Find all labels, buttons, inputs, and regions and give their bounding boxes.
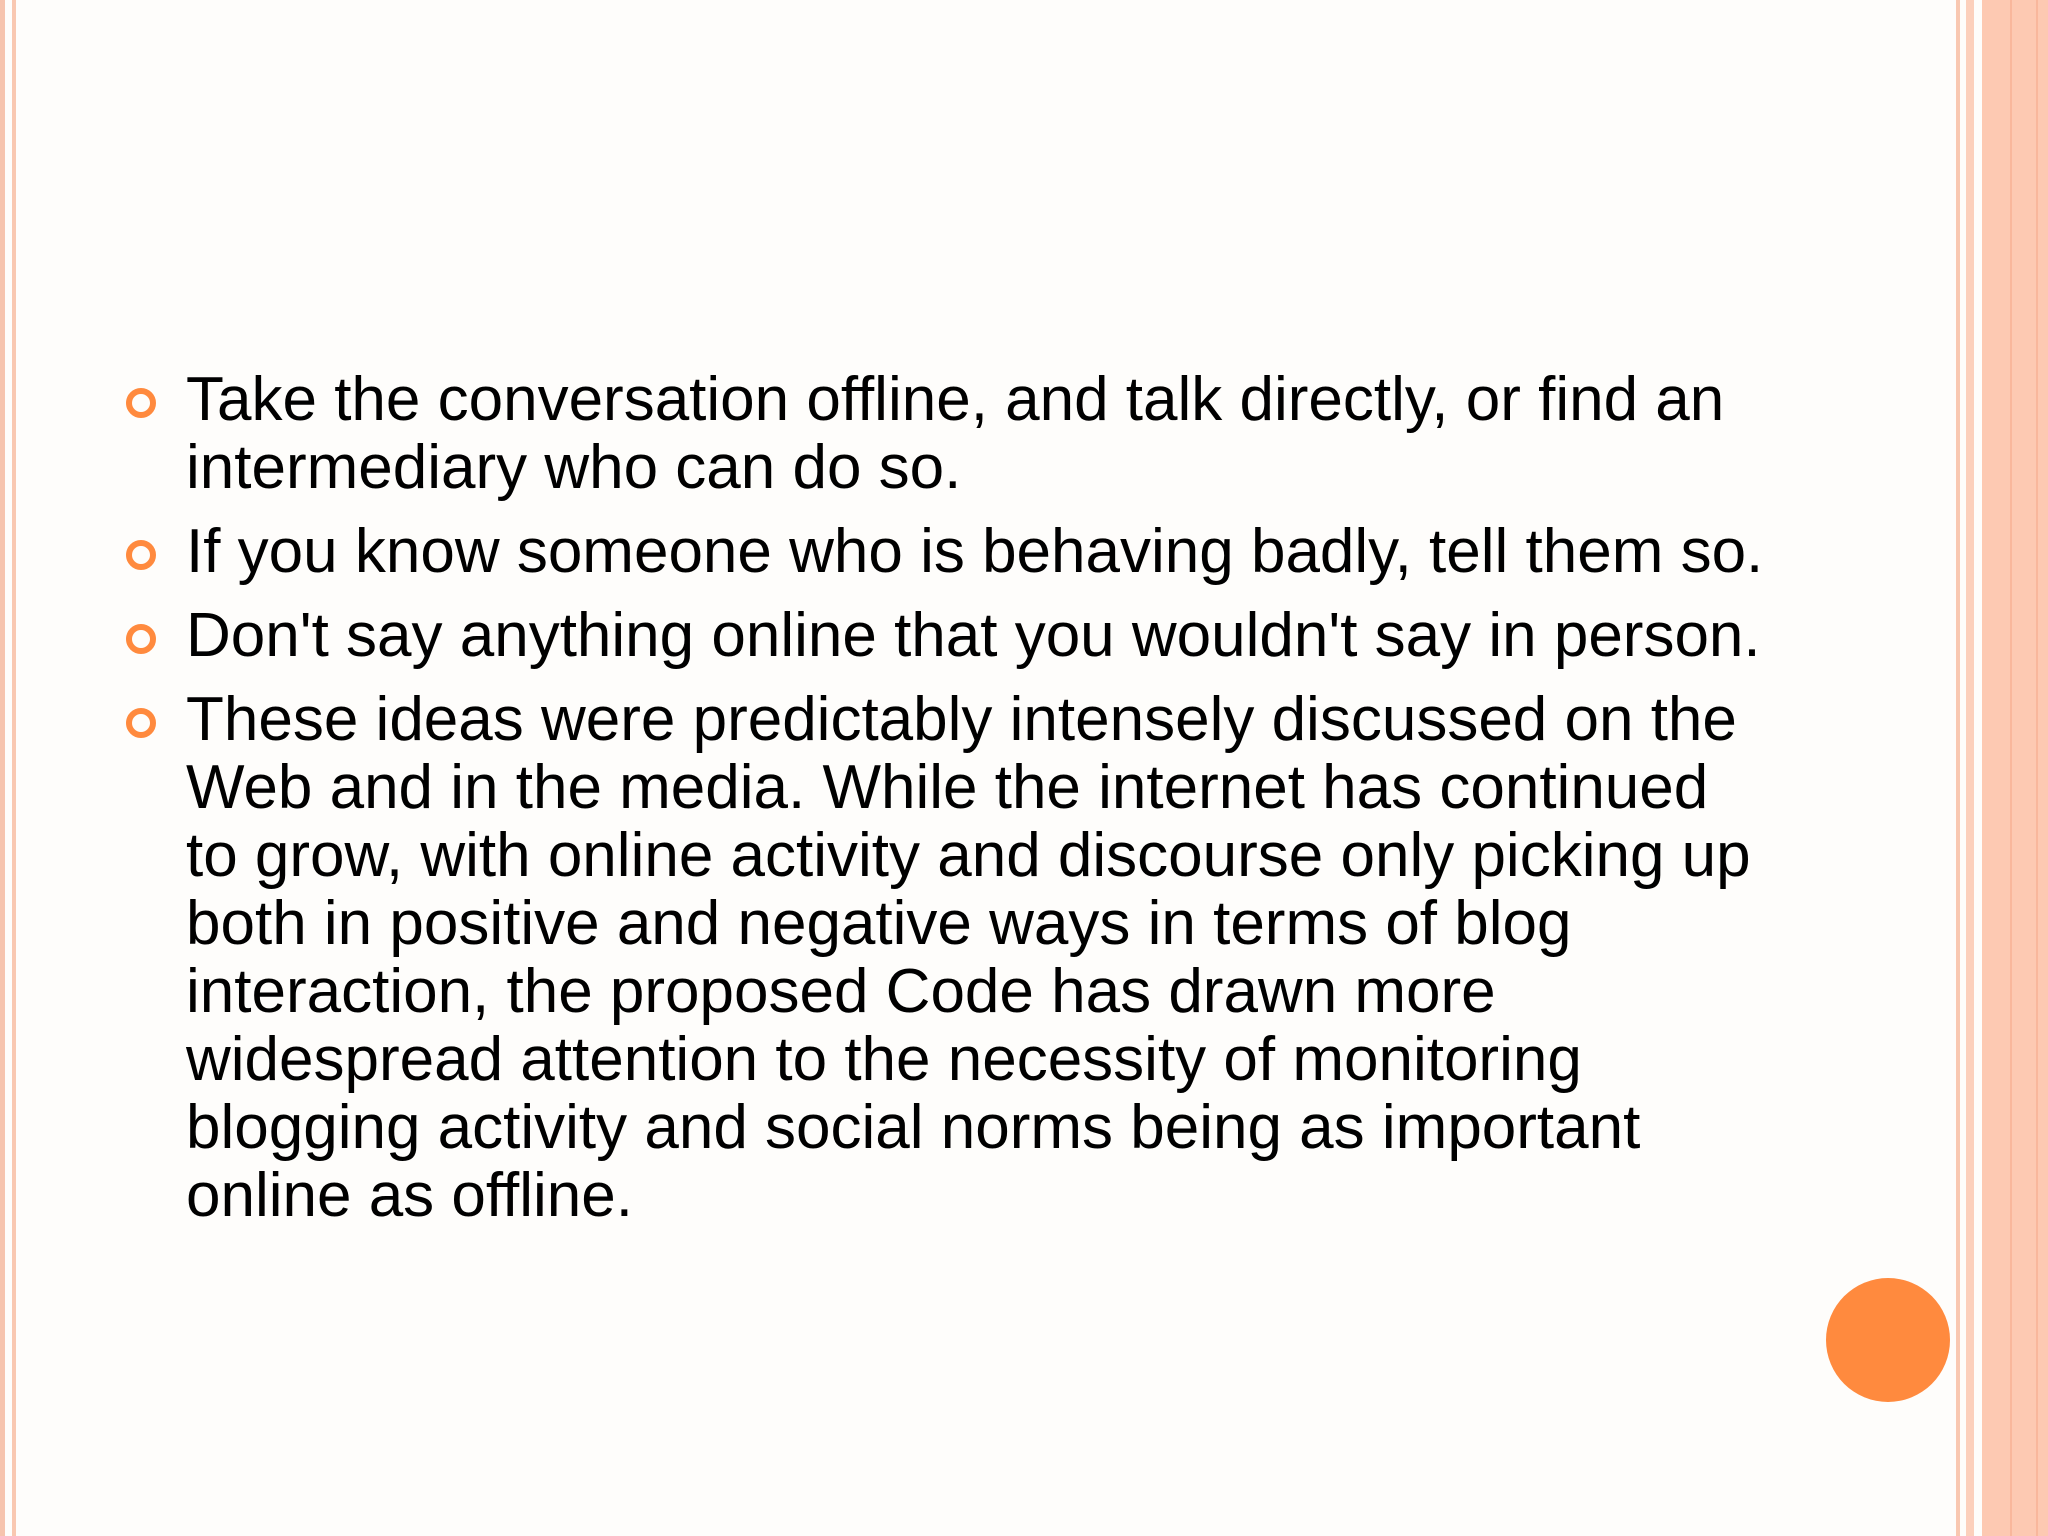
bullet-ring-icon	[126, 708, 156, 738]
bullet-item	[124, 602, 1764, 670]
bullet-text: These ideas were predictably intensely discussed on the Web and in the media. While the internet has continued to grow, with online activity and discourse only picking up both in positive and negative ways in terms of blog interaction, the proposed Code has drawn more widespread attention to the necessity of monitoring blogging activity and social norms being as important online as offline.	[186, 685, 1751, 1230]
orange-circle-icon	[1826, 1278, 1950, 1402]
bullet-text: If you know someone who is behaving badly, tell them so.	[186, 517, 1764, 586]
bullet-ring-icon	[126, 540, 156, 570]
right-border-band	[1982, 0, 2048, 1536]
bullet-ring-icon	[126, 388, 156, 418]
right-border-line	[2036, 0, 2038, 1536]
bullet-item	[124, 366, 1764, 502]
right-border-line	[2010, 0, 2012, 1536]
bullet-text: Don't say anything online that you wouldn't say in person.	[186, 601, 1761, 670]
bullet-item	[124, 518, 1764, 586]
right-border-line	[1956, 0, 1960, 1536]
bullet-list	[124, 366, 1764, 1246]
bullet-ring-icon	[126, 624, 156, 654]
bullet-item	[124, 686, 1764, 1230]
bullet-text: Take the conversation offline, and talk directly, or find an intermediary who can do so.	[186, 365, 1725, 502]
right-border-line	[1966, 0, 1974, 1536]
